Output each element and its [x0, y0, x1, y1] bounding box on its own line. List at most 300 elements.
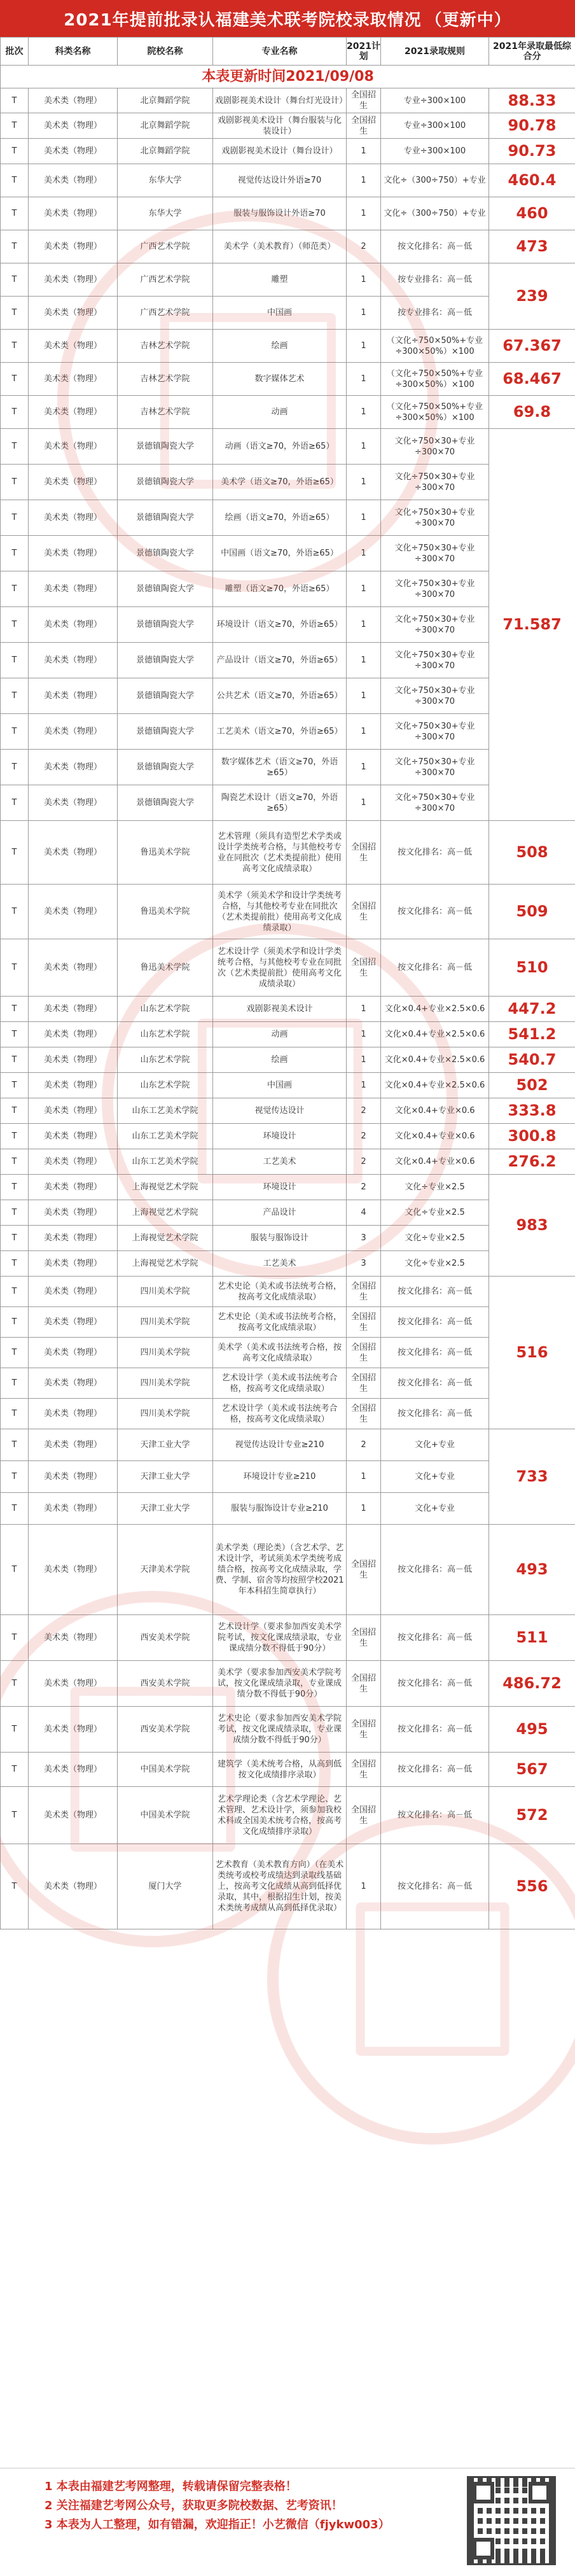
cell-category: 美术类（物理）: [29, 297, 118, 330]
table-row: [1, 330, 575, 363]
table-row: [1, 1661, 575, 1707]
table-row: [1, 1615, 575, 1661]
cell-score: 493: [489, 1525, 575, 1615]
cell-score: 510: [489, 939, 575, 997]
cell-plan: 1: [347, 1461, 381, 1493]
cell-school: 景德镇陶瓷大学: [118, 571, 213, 607]
cell-category: 美术类（物理）: [29, 139, 118, 164]
cell-rule: 按文化排名：高－低: [381, 1707, 489, 1753]
cell-school: 四川美术学院: [118, 1368, 213, 1399]
table-row: [1, 1307, 575, 1338]
cell-category: 美术类（物理）: [29, 1661, 118, 1707]
col-major: 专业名称: [213, 38, 347, 66]
table-row: [1, 363, 575, 396]
cell-plan: 1: [347, 536, 381, 571]
table-row: [1, 785, 575, 821]
cell-rule: 文化÷750×30+专业÷300×70: [381, 465, 489, 500]
cell-rule: 文化+专业: [381, 1493, 489, 1525]
cell-rule: 按文化排名：高－低: [381, 1338, 489, 1368]
cell-batch: T: [1, 1307, 29, 1338]
cell-major: 中国画: [213, 1073, 347, 1098]
cell-school: 景德镇陶瓷大学: [118, 714, 213, 750]
cell-school: 四川美术学院: [118, 1307, 213, 1338]
cell-plan: 1: [347, 500, 381, 536]
cell-major: 服装与服饰设计专业≥210: [213, 1493, 347, 1525]
cell-rule: 按文化排名：高－低: [381, 1277, 489, 1307]
cell-school: 天津美术学院: [118, 1525, 213, 1615]
cell-rule: 文化+专业: [381, 1461, 489, 1493]
cell-batch: T: [1, 113, 29, 139]
cell-rule: 文化÷750×30+专业÷300×70: [381, 536, 489, 571]
table-row: [1, 1251, 575, 1277]
cell-category: 美术类（物理）: [29, 785, 118, 821]
cell-rule: 按文化排名：高－低: [381, 885, 489, 939]
cell-major: 服装与服饰设计: [213, 1226, 347, 1251]
cell-plan: 1: [347, 263, 381, 297]
cell-batch: T: [1, 1615, 29, 1661]
table-row: [1, 997, 575, 1022]
cell-batch: T: [1, 1787, 29, 1844]
cell-category: 美术类（物理）: [29, 263, 118, 297]
cell-score: 460: [489, 197, 575, 230]
cell-plan: 1: [347, 139, 381, 164]
cell-plan: 1: [347, 164, 381, 197]
cell-rule: 文化÷750×30+专业÷300×70: [381, 643, 489, 678]
col-school: 院校名称: [118, 38, 213, 66]
table-row: [1, 1175, 575, 1200]
cell-batch: T: [1, 1429, 29, 1461]
cell-category: 美术类（物理）: [29, 1226, 118, 1251]
cell-plan: 1: [347, 785, 381, 821]
cell-category: 美术类（物理）: [29, 885, 118, 939]
cell-school: 景德镇陶瓷大学: [118, 750, 213, 785]
footer-note: 2 关注福建艺考网公众号，获取更多院校数据、艺考资讯！: [45, 2499, 343, 2512]
cell-plan: 1: [347, 1022, 381, 1047]
cell-plan: 2: [347, 1429, 381, 1461]
cell-batch: T: [1, 1493, 29, 1525]
cell-category: 美术类（物理）: [29, 1277, 118, 1307]
cell-batch: T: [1, 1525, 29, 1615]
cell-rule: 按文化排名：高－低: [381, 1615, 489, 1661]
col-batch: 批次: [1, 38, 29, 66]
cell-plan: 2: [347, 1124, 381, 1149]
cell-major: 艺术管理（须具有造型艺术学类或设计学类统考合格，与其他校考专业在同批次（艺术类提前批）使用高考文化成绩录取）: [213, 821, 347, 885]
cell-major: 视觉传达设计: [213, 1098, 347, 1124]
cell-score: 733: [489, 1429, 575, 1525]
cell-major: 艺术史论（要求参加西安美术学院考试，按文化课成绩录取，专业课成绩分数不得低于90分）: [213, 1707, 347, 1753]
cell-plan: 1: [347, 643, 381, 678]
col-score: 2021年录取最低综合分: [489, 38, 575, 66]
cell-batch: T: [1, 465, 29, 500]
table-row: [1, 1047, 575, 1073]
cell-rule: 按专业排名：高－低: [381, 297, 489, 330]
cell-category: 美术类（物理）: [29, 714, 118, 750]
cell-major: 陶瓷艺术设计（语文≥70，外语≥65）: [213, 785, 347, 821]
cell-school: 景德镇陶瓷大学: [118, 643, 213, 678]
table-row: [1, 1226, 575, 1251]
cell-major: 视觉传达设计专业≥210: [213, 1429, 347, 1461]
table-row: [1, 1149, 575, 1175]
cell-category: 美术类（物理）: [29, 1461, 118, 1493]
cell-major: 艺术史论（美术或书法统考合格，按高考文化成绩录取）: [213, 1277, 347, 1307]
cell-rule: 按文化排名：高－低: [381, 1753, 489, 1787]
cell-batch: T: [1, 1368, 29, 1399]
cell-category: 美术类（物理）: [29, 643, 118, 678]
cell-category: 美术类（物理）: [29, 571, 118, 607]
table-row: [1, 197, 575, 230]
cell-plan: 全国招生: [347, 88, 381, 113]
table-row: [1, 1368, 575, 1399]
cell-batch: T: [1, 821, 29, 885]
cell-category: 美术类（物理）: [29, 536, 118, 571]
table-row: [1, 1277, 575, 1307]
cell-batch: T: [1, 1338, 29, 1368]
cell-score: 541.2: [489, 1022, 575, 1047]
table-row: [1, 1753, 575, 1787]
update-badge: （更新中）: [425, 10, 511, 30]
cell-school: 景德镇陶瓷大学: [118, 429, 213, 465]
cell-school: 景德镇陶瓷大学: [118, 500, 213, 536]
cell-rule: 按文化排名：高－低: [381, 1844, 489, 1929]
cell-rule: 文化÷750×30+专业÷300×70: [381, 571, 489, 607]
cell-category: 美术类（物理）: [29, 429, 118, 465]
footer-note: 1 本表由福建艺考网整理，转载请保留完整表格！: [45, 2480, 297, 2493]
cell-category: 美术类（物理）: [29, 1022, 118, 1047]
table-row: [1, 939, 575, 997]
cell-rule: 按文化排名：高－低: [381, 1368, 489, 1399]
table-row: [1, 1022, 575, 1047]
cell-rule: 文化÷750×30+专业÷300×70: [381, 500, 489, 536]
cell-batch: T: [1, 88, 29, 113]
cell-school: 西安美术学院: [118, 1661, 213, 1707]
table-row: [1, 1461, 575, 1493]
cell-plan: 2: [347, 1149, 381, 1175]
cell-category: 美术类（物理）: [29, 1753, 118, 1787]
cell-category: 美术类（物理）: [29, 88, 118, 113]
cell-school: 山东艺术学院: [118, 997, 213, 1022]
cell-category: 美术类（物理）: [29, 750, 118, 785]
cell-batch: T: [1, 536, 29, 571]
cell-plan: 1: [347, 465, 381, 500]
cell-plan: 全国招生: [347, 1277, 381, 1307]
table-row: [1, 1844, 575, 1929]
cell-rule: 文化÷750×30+专业÷300×70: [381, 750, 489, 785]
footer: [0, 2468, 575, 2576]
cell-plan: 2: [347, 1175, 381, 1200]
cell-rule: 专业÷300×100: [381, 113, 489, 139]
cell-major: 绘画: [213, 330, 347, 363]
cell-major: 产品设计: [213, 1200, 347, 1226]
cell-category: 美术类（物理）: [29, 1073, 118, 1098]
cell-major: 美术学类（理论类）（含艺术学、艺术设计学，考试须美术学类统考成绩合格，按高考文化成绩录取，学费、学制、宿舍等均按照学校2021年本科招生简章执行）: [213, 1525, 347, 1615]
cell-school: 景德镇陶瓷大学: [118, 607, 213, 643]
cell-school: 四川美术学院: [118, 1338, 213, 1368]
cell-rule: 专业÷300×100: [381, 139, 489, 164]
cell-major: 动画: [213, 1022, 347, 1047]
cell-batch: T: [1, 363, 29, 396]
cell-batch: T: [1, 1073, 29, 1098]
cell-rule: 按文化排名：高－低: [381, 1525, 489, 1615]
table-row: [1, 678, 575, 714]
cell-category: 美术类（物理）: [29, 1047, 118, 1073]
cell-school: 鲁迅美术学院: [118, 939, 213, 997]
cell-school: 景德镇陶瓷大学: [118, 536, 213, 571]
cell-plan: 3: [347, 1226, 381, 1251]
cell-plan: 1: [347, 396, 381, 429]
col-plan: 2021计划: [347, 38, 381, 66]
cell-rule: 文化÷750×30+专业÷300×70: [381, 714, 489, 750]
cell-score: 90.78: [489, 113, 575, 139]
cell-score: 556: [489, 1844, 575, 1929]
cell-school: 鲁迅美术学院: [118, 821, 213, 885]
cell-major: 环境设计: [213, 1124, 347, 1149]
cell-major: 美术学（须美术学和设计学类统考合格，与其他校考专业在同批次（艺术类提前批）使用高考文化成绩录取）: [213, 885, 347, 939]
cell-batch: T: [1, 997, 29, 1022]
cell-rule: 文化÷750×30+专业÷300×70: [381, 678, 489, 714]
cell-batch: T: [1, 1753, 29, 1787]
cell-rule: 文化×0.4+专业×0.6: [381, 1149, 489, 1175]
table-row: [1, 88, 575, 113]
cell-rule: 专业÷300×100: [381, 88, 489, 113]
table-row: [1, 396, 575, 429]
table-row: [1, 1200, 575, 1226]
cell-batch: T: [1, 785, 29, 821]
cell-score: 239: [489, 263, 575, 330]
cell-major: 艺术设计学（美术或书法统考合格，按高考文化成绩录取）: [213, 1368, 347, 1399]
cell-batch: T: [1, 197, 29, 230]
cell-plan: 1: [347, 1493, 381, 1525]
cell-category: 美术类（物理）: [29, 1787, 118, 1844]
cell-score: 572: [489, 1787, 575, 1844]
table-row: [1, 607, 575, 643]
cell-category: 美术类（物理）: [29, 1175, 118, 1200]
cell-school: 上海视觉艺术学院: [118, 1200, 213, 1226]
cell-major: 戏剧影视美术设计（舞台灯光设计）: [213, 88, 347, 113]
cell-major: 工艺美术: [213, 1251, 347, 1277]
cell-major: 艺术史论（美术或书法统考合格，按高考文化成绩录取）: [213, 1307, 347, 1338]
cell-score: 508: [489, 821, 575, 885]
cell-plan: 1: [347, 330, 381, 363]
cell-score: 473: [489, 230, 575, 263]
cell-score: 460.4: [489, 164, 575, 197]
cell-plan: 1: [347, 429, 381, 465]
cell-plan: 全国招生: [347, 1368, 381, 1399]
cell-score: 447.2: [489, 997, 575, 1022]
cell-batch: T: [1, 164, 29, 197]
cell-category: 美术类（物理）: [29, 230, 118, 263]
cell-batch: T: [1, 885, 29, 939]
cell-category: 美术类（物理）: [29, 363, 118, 396]
cell-rule: （文化÷750×50%+专业÷300×50%）×100: [381, 330, 489, 363]
cell-major: 戏剧影视美术设计: [213, 997, 347, 1022]
table-row: [1, 821, 575, 885]
cell-category: 美术类（物理）: [29, 939, 118, 997]
table-row: [1, 139, 575, 164]
cell-plan: 全国招生: [347, 885, 381, 939]
cell-plan: 1: [347, 571, 381, 607]
cell-school: 鲁迅美术学院: [118, 885, 213, 939]
page-title-bar: [0, 0, 575, 37]
cell-major: 中国画: [213, 297, 347, 330]
cell-major: 环境设计（语文≥70，外语≥65）: [213, 607, 347, 643]
cell-batch: T: [1, 1707, 29, 1753]
cell-batch: T: [1, 714, 29, 750]
cell-major: 工艺美术: [213, 1149, 347, 1175]
cell-school: 山东工艺美术学院: [118, 1149, 213, 1175]
cell-plan: 1: [347, 607, 381, 643]
cell-plan: 全国招生: [347, 1525, 381, 1615]
cell-major: 艺术设计学（美术或书法统考合格，按高考文化成绩录取）: [213, 1399, 347, 1429]
cell-category: 美术类（物理）: [29, 1399, 118, 1429]
table-row: [1, 1787, 575, 1844]
cell-plan: 1: [347, 1844, 381, 1929]
cell-score: 502: [489, 1073, 575, 1098]
cell-rule: 文化÷（300÷750）+专业: [381, 164, 489, 197]
cell-batch: T: [1, 429, 29, 465]
cell-rule: 按文化排名：高－低: [381, 1787, 489, 1844]
cell-major: 艺术设计学（要求参加西安美术学院考试，按文化课成绩录取，专业课成绩分数不得低于90分）: [213, 1615, 347, 1661]
cell-major: 服装与服饰设计外语≥70: [213, 197, 347, 230]
cell-rule: 文化×0.4+专业×2.5×0.6: [381, 1047, 489, 1073]
cell-school: 山东艺术学院: [118, 1022, 213, 1047]
cell-rule: 文化÷750×30+专业÷300×70: [381, 607, 489, 643]
cell-batch: T: [1, 1251, 29, 1277]
cell-score: 540.7: [489, 1047, 575, 1073]
cell-plan: 全国招生: [347, 1399, 381, 1429]
cell-major: 数字媒体艺术: [213, 363, 347, 396]
cell-batch: T: [1, 1175, 29, 1200]
table-row: [1, 536, 575, 571]
table-row: [1, 500, 575, 536]
cell-rule: 按文化排名：高－低: [381, 1661, 489, 1707]
cell-major: 艺术学理论类（含艺术学理论、艺术管理、艺术设计学，须参加我校术科或全国美术统考合格，按高考文化成绩排序录取）: [213, 1787, 347, 1844]
table-row: [1, 429, 575, 465]
cell-school: 西安美术学院: [118, 1615, 213, 1661]
cell-plan: 全国招生: [347, 1338, 381, 1368]
cell-category: 美术类（物理）: [29, 1149, 118, 1175]
cell-score: 300.8: [489, 1124, 575, 1149]
cell-rule: 文化÷专业×2.5: [381, 1175, 489, 1200]
cell-plan: 全国招生: [347, 113, 381, 139]
table-row: [1, 297, 575, 330]
cell-batch: T: [1, 1277, 29, 1307]
cell-school: 景德镇陶瓷大学: [118, 678, 213, 714]
cell-category: 美术类（物理）: [29, 500, 118, 536]
cell-rule: 文化×0.4+专业×2.5×0.6: [381, 1073, 489, 1098]
cell-major: 数字媒体艺术（语文≥70，外语≥65）: [213, 750, 347, 785]
cell-school: 山东工艺美术学院: [118, 1098, 213, 1124]
cell-rule: 按文化排名：高－低: [381, 821, 489, 885]
cell-category: 美术类（物理）: [29, 1429, 118, 1461]
cell-score: 88.33: [489, 88, 575, 113]
cell-score: 276.2: [489, 1149, 575, 1175]
cell-plan: 全国招生: [347, 1707, 381, 1753]
cell-major: 美术学（美术教育）（师范类）: [213, 230, 347, 263]
cell-major: 美术学（语文≥70，外语≥65）: [213, 465, 347, 500]
cell-school: 山东艺术学院: [118, 1073, 213, 1098]
update-time: 本表更新时间2021/09/08: [1, 66, 575, 88]
cell-score: 69.8: [489, 396, 575, 429]
cell-batch: T: [1, 230, 29, 263]
cell-rule: 按文化排名：高－低: [381, 1307, 489, 1338]
table-row: [1, 1429, 575, 1461]
cell-school: 东华大学: [118, 164, 213, 197]
cell-plan: 1: [347, 197, 381, 230]
cell-major: 中国画（语文≥70，外语≥65）: [213, 536, 347, 571]
cell-batch: T: [1, 1461, 29, 1493]
cell-batch: T: [1, 330, 29, 363]
cell-score: 486.72: [489, 1661, 575, 1707]
cell-plan: 全国招生: [347, 1787, 381, 1844]
cell-major: 艺术教育（美术教育方向）（在美术类统考或校考成绩达到录取线基础上，按高考文化成绩从高到低择优录取，其中，根据招生计划，按美术类统考成绩从高到低择优录取）: [213, 1844, 347, 1929]
table-row: [1, 1338, 575, 1368]
cell-plan: 2: [347, 230, 381, 263]
cell-plan: 全国招生: [347, 1661, 381, 1707]
cell-plan: 4: [347, 1200, 381, 1226]
cell-score: 511: [489, 1615, 575, 1661]
cell-plan: 1: [347, 997, 381, 1022]
cell-batch: T: [1, 263, 29, 297]
cell-school: 中国美术学院: [118, 1787, 213, 1844]
cell-rule: 文化÷（300÷750）+专业: [381, 197, 489, 230]
cell-school: 天津工业大学: [118, 1493, 213, 1525]
cell-school: 厦门大学: [118, 1844, 213, 1929]
cell-school: 广西艺术学院: [118, 263, 213, 297]
cell-batch: T: [1, 1844, 29, 1929]
cell-rule: 文化×0.4+专业×2.5×0.6: [381, 1022, 489, 1047]
cell-category: 美术类（物理）: [29, 113, 118, 139]
cell-rule: 文化×0.4+专业×2.5×0.6: [381, 997, 489, 1022]
cell-batch: T: [1, 297, 29, 330]
cell-major: 美术学（要求参加西安美术学院考试，按文化课成绩录取，专业课成绩分数不得低于90分）: [213, 1661, 347, 1707]
cell-batch: T: [1, 939, 29, 997]
table-header-row: [1, 38, 575, 66]
cell-rule: 文化÷专业×2.5: [381, 1200, 489, 1226]
cell-rule: 按文化排名：高－低: [381, 230, 489, 263]
cell-plan: 2: [347, 1098, 381, 1124]
cell-category: 美术类（物理）: [29, 997, 118, 1022]
cell-plan: 全国招生: [347, 939, 381, 997]
cell-rule: 文化×0.4+专业×0.6: [381, 1098, 489, 1124]
cell-plan: 3: [347, 1251, 381, 1277]
cell-category: 美术类（物理）: [29, 1251, 118, 1277]
cell-major: 美术学（美术或书法统考合格，按高考文化成绩录取）: [213, 1338, 347, 1368]
page-title: 2021年提前批录认福建美术联考院校录取情况: [64, 10, 422, 30]
qr-code-icon: [467, 2476, 556, 2565]
cell-school: 北京舞蹈学院: [118, 88, 213, 113]
admission-table: [0, 37, 575, 1929]
cell-rule: （文化÷750×50%+专业÷300×50%）×100: [381, 396, 489, 429]
cell-batch: T: [1, 1200, 29, 1226]
table-row: [1, 1098, 575, 1124]
cell-school: 四川美术学院: [118, 1399, 213, 1429]
cell-school: 山东工艺美术学院: [118, 1124, 213, 1149]
cell-major: 动画（语文≥70，外语≥65）: [213, 429, 347, 465]
cell-school: 北京舞蹈学院: [118, 113, 213, 139]
table-row: [1, 885, 575, 939]
cell-rule: 文化÷750×30+专业÷300×70: [381, 785, 489, 821]
cell-major: 绘画: [213, 1047, 347, 1073]
cell-batch: T: [1, 750, 29, 785]
col-category: 科类名称: [29, 38, 118, 66]
cell-school: 山东艺术学院: [118, 1047, 213, 1073]
cell-plan: 1: [347, 363, 381, 396]
cell-rule: 文化×0.4+专业×0.6: [381, 1124, 489, 1149]
cell-school: 天津工业大学: [118, 1461, 213, 1493]
cell-school: 中国美术学院: [118, 1753, 213, 1787]
cell-school: 吉林艺术学院: [118, 330, 213, 363]
cell-major: 艺术设计学（须美术学和设计学类统考合格，与其他校考专业在同批次（艺术类提前批）使用高考文化成绩录取）: [213, 939, 347, 997]
